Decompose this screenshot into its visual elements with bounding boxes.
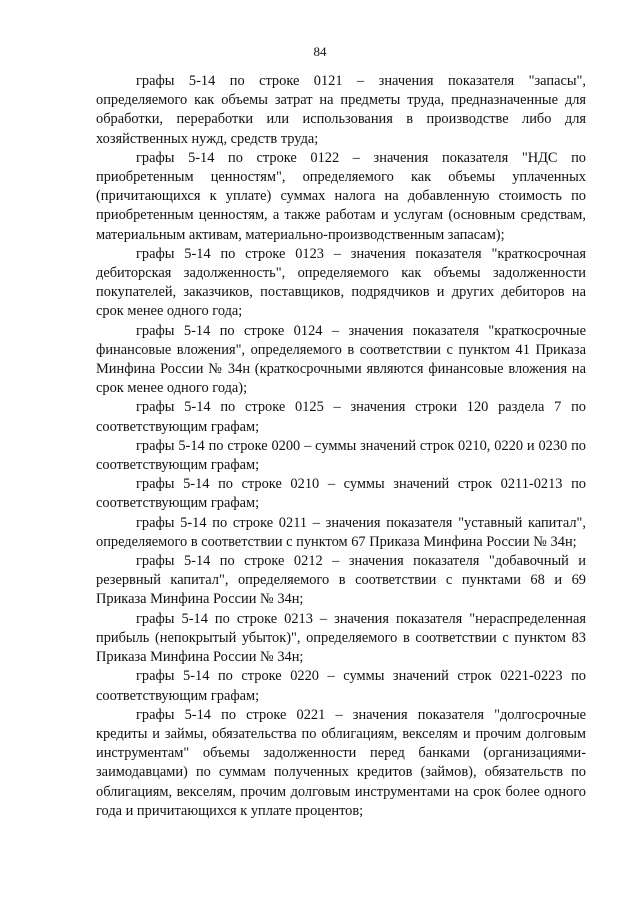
paragraph: графы 5-14 по строке 0124 – значения показателя "краткосрочные финансовые вложения", определяемого в соответствии с пунктом 41 Приказа Минфина России № 34н (краткосрочными являются финансовые вложения на срок менее одного года);: [96, 322, 586, 397]
paragraph: графы 5-14 по строке 0211 – значения показателя "уставный капитал", определяемого в соответствии с пунктом 67 Приказа Минфина России № 34н;: [96, 514, 586, 550]
paragraph: графы 5-14 по строке 0212 – значения показателя "добавочный и резервный капитал", определяемого в соответствии с пунктами 68 и 69 Приказа Минфина России № 34н;: [96, 553, 586, 608]
paragraph: графы 5-14 по строке 0123 – значения показателя "краткосрочная дебиторская задолженность", определяемого как объемы задолженности покупателей, заказчиков, поставщиков, подрядчиков и других дебиторов на срок менее одного года;: [96, 245, 586, 320]
document-body: [96, 72, 586, 821]
paragraph: графы 5-14 по строке 0121 – значения показателя "запасы", определяемого как объемы затрат на предметы труда, предназначенные для обработки, переработки или использования в производстве либо для хозяйственных нужд, средств труда;: [96, 73, 586, 147]
paragraph: графы 5-14 по строке 0213 – значения показателя "нераспределенная прибыль (непокрытый убыток)", определяемого в соответствии с пунктом 83 Приказа Минфина России № 34н;: [96, 610, 586, 666]
paragraph: графы 5-14 по строке 0122 – значения показателя "НДС по приобретенным ценностям", определяемого как объемы уплаченных (причитающихся к уплате) суммах налога на добавленную стоимость по приобретенным ценностям, а также работам и услугам (основным средствам, материальным активам, материально-производственным запасам);: [96, 149, 586, 243]
paragraph: графы 5-14 по строке 0210 – суммы значений строк 0211-0213 по соответствующим графам;: [96, 476, 586, 512]
paragraph: графы 5-14 по строке 0221 – значения показателя "долгосрочные кредиты и займы, обязательства по облигациям, векселям и прочим долговым инструментам" объемы задолженности перед банками (организациями-заимодавцами) по суммам полученных кредитов (займов), обязательств по облигациям, векселям, прочим долговым инструментами на срок более одного года и причитающихся к уплате процентов;: [96, 706, 586, 819]
paragraph: графы 5-14 по строке 0125 – значения строки 120 раздела 7 по соответствующим графам;: [96, 399, 586, 435]
paragraph: графы 5-14 по строке 0200 – суммы значений строк 0210, 0220 и 0230 по соответствующим графам;: [96, 437, 586, 474]
page-number: 84: [313, 44, 327, 59]
paragraph: графы 5-14 по строке 0220 – суммы значений строк 0221-0223 по соответствующим графам;: [96, 668, 586, 704]
